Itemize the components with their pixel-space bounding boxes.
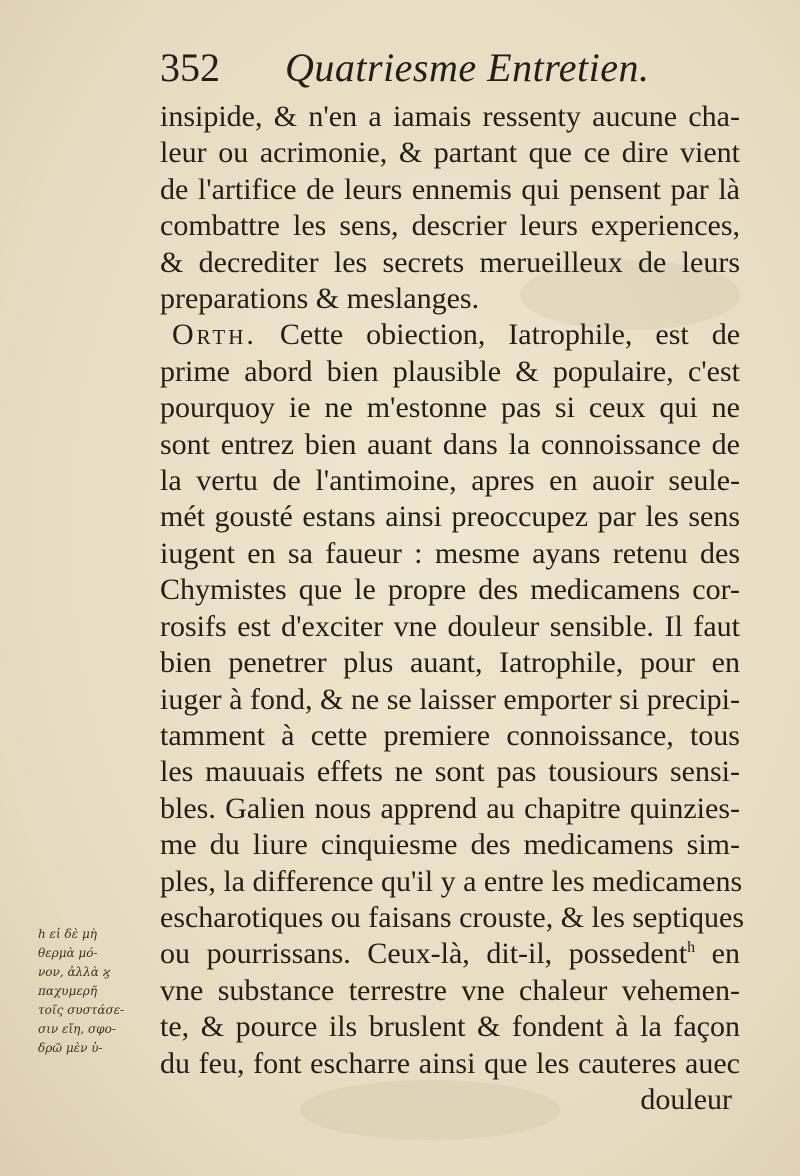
- text-line: combattre les sens, descrier leurs experiences,: [160, 209, 740, 243]
- text-line: de l'artifice de leurs ennemis qui pensent par là: [160, 172, 740, 206]
- margin-note-line: παχυμερῆ: [38, 984, 98, 998]
- text-line: rosifs est d'exciter vne douleur sensible. Il faut: [160, 609, 740, 643]
- text-line: la vertu de l'antimoine, apres en auoir seule-: [160, 464, 740, 498]
- text-line: du feu, font escharre ainsi que les cauteres auec: [160, 1046, 740, 1080]
- text-line: sont entrez bien auant dans la connoissance de: [160, 427, 740, 461]
- text-line: bien penetrer plus auant, Iatrophile, pour en: [160, 646, 740, 680]
- text-line: bles. Galien nous apprend au chapitre quinzies-: [160, 791, 740, 825]
- margin-note-line: h εἰ δὲ μὴ: [38, 927, 97, 941]
- text-line: leur ou acrimonie, & partant que ce dire vient: [160, 136, 740, 170]
- text-line: pourquoy ie ne m'estonne pas si ceux qui ne: [160, 391, 740, 425]
- text-line: Chymistes que le propre des medicamens cor-: [160, 573, 740, 607]
- speaker-name: Orth.: [172, 318, 257, 352]
- catchword: douleur: [640, 1082, 732, 1116]
- text-line: te, & pource ils bruslent & fondent à la façon: [160, 1010, 740, 1044]
- text-line: [160, 317, 740, 353]
- text-line: tamment à cette premiere connoissance, tous: [160, 718, 740, 752]
- text-line: preparations & meslanges.: [160, 282, 480, 316]
- margin-note-line: δρῶ μὲν ὑ-: [38, 1041, 103, 1055]
- text-line: ples, la difference qu'il y a entre les medicamens: [160, 864, 743, 898]
- body-text: [160, 99, 745, 1118]
- page-header: [160, 38, 700, 98]
- page-number: 352: [160, 45, 220, 90]
- text-line: iuger à fond, & ne se laisser emporter si precipi-: [160, 682, 740, 716]
- margin-note-line: τοῖς συστάσε-: [38, 1003, 125, 1017]
- margin-note-line: νον, ἀλλὰ ϗ: [38, 965, 111, 979]
- text-fragment: Cette obiection, Iatrophile, est de: [279, 318, 741, 352]
- running-title: Quatriesme Entretien.: [285, 45, 650, 90]
- text-line: escharotiques ou faisans crouste, & les septiques: [160, 900, 745, 934]
- text-line: ou pourrissans. Ceux-là, dit-il, possedent$^h$ en: [160, 937, 740, 971]
- text-line: iugent en sa faueur : mesme ayans retenu des: [160, 536, 740, 570]
- margin-note-line: θερμὰ μό-: [38, 946, 98, 960]
- text-line: mét gousté estans ainsi preoccupez par les sens: [160, 500, 740, 534]
- text-line: prime abord bien plausible & populaire, c'est: [160, 354, 740, 388]
- text-fragment: ou pourrissans. Ceux-là, dit-il, possedent: [160, 937, 688, 971]
- text-line: vne substance terrestre vne chaleur vehemen-: [160, 973, 740, 1007]
- greek-margin-note: [38, 925, 138, 1058]
- margin-note-line: σιν εἴη, σφο-: [38, 1022, 116, 1036]
- text-line: insipide, & n'en a iamais ressenty aucune cha-: [160, 100, 740, 133]
- text-line: les mauuais effets ne sont pas tousiours sensi-: [160, 755, 740, 789]
- note-marker: h: [687, 939, 696, 957]
- text-line: & decrediter les secrets merueilleux de leurs: [160, 245, 740, 279]
- text-line: me du liure cinquiesme des medicamens sim-: [160, 828, 740, 862]
